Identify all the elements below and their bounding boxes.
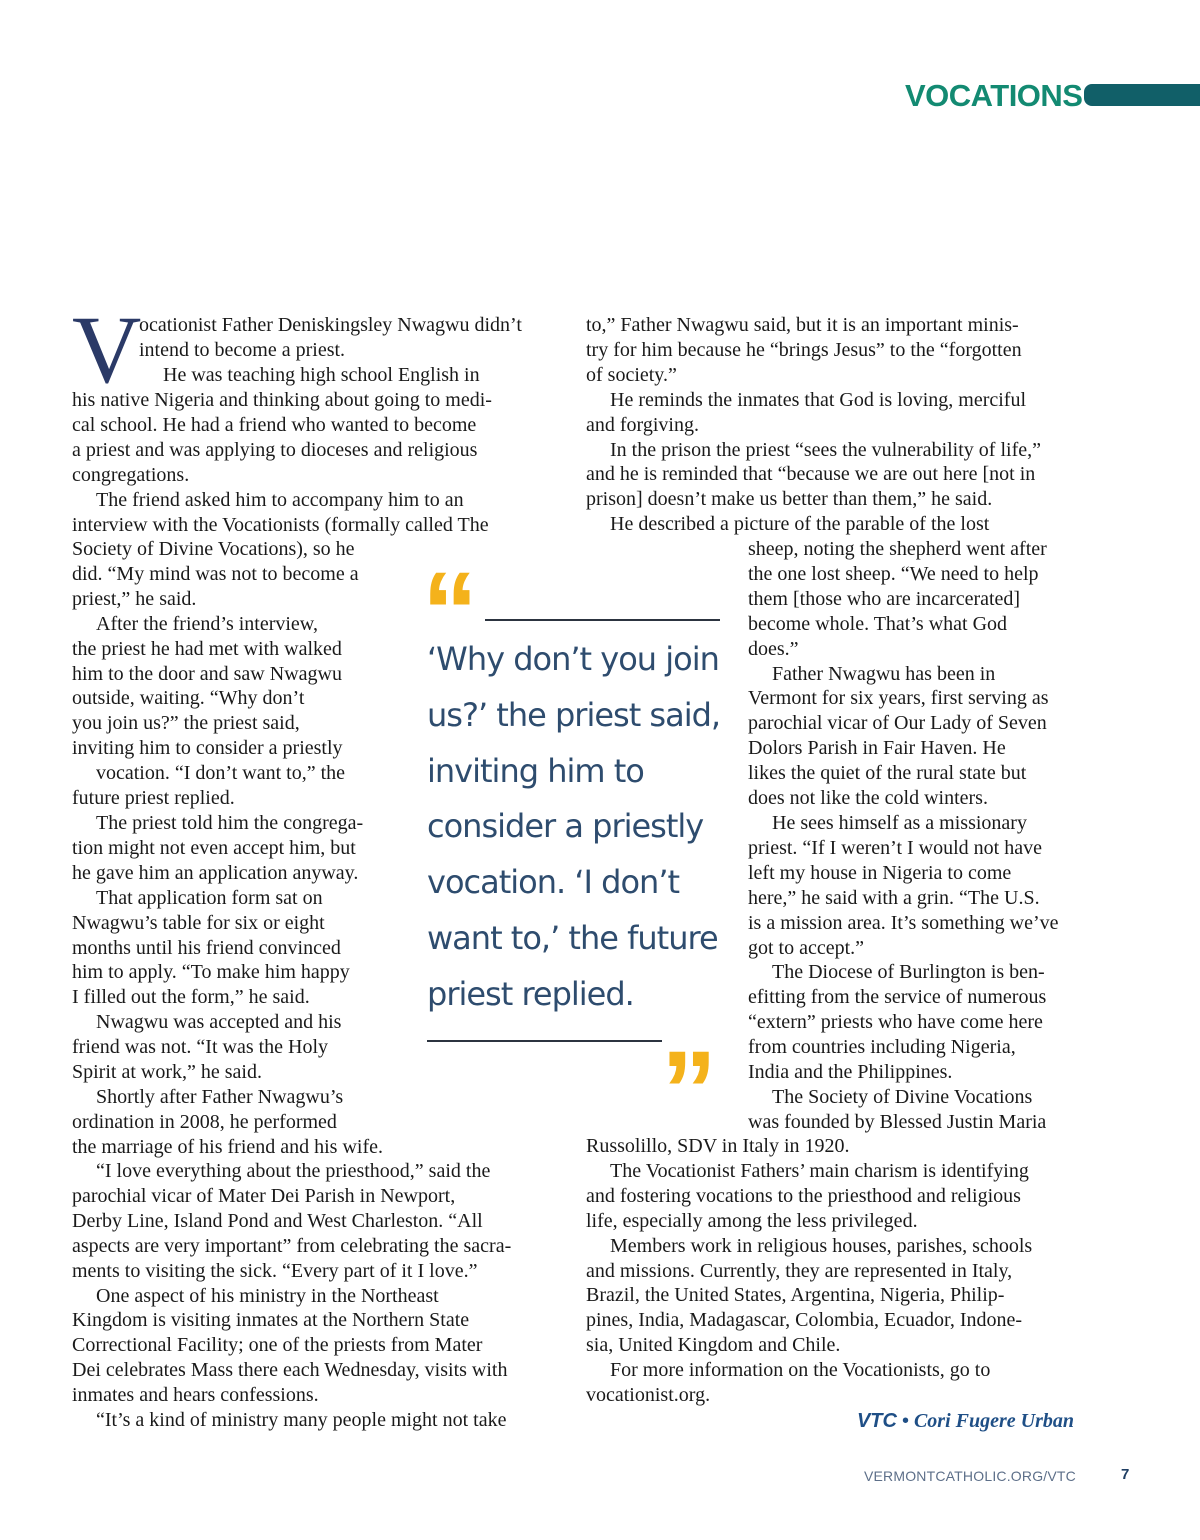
paragraph-line: and fostering vocations to the priesthood and religious: [586, 1184, 1021, 1207]
paragraph-line: For more information on the Vocationists, go to: [610, 1359, 991, 1382]
paragraph-line: The priest told him the congrega-: [96, 811, 364, 834]
paragraph-line: priest. “If I weren’t I would not have: [748, 836, 1042, 859]
paragraph-line: try for him because he “brings Jesus” to the “forgotten: [586, 338, 1022, 361]
paragraph-line: Nwagwu was accepted and his: [96, 1011, 342, 1034]
paragraph-line: “I love everything about the priesthood,” said the: [96, 1160, 491, 1182]
paragraph-line: the one lost sheep. “We need to help: [748, 562, 1039, 585]
paragraph-line: from countries including Nigeria,: [748, 1036, 1016, 1059]
paragraph-line: prison] doesn’t make us better than them,” he said.: [586, 488, 993, 511]
paragraph-line: He described a picture of the parable of the lost: [610, 513, 990, 536]
paragraph-line: of society.”: [586, 363, 677, 386]
byline-separator: •: [901, 1410, 909, 1432]
paragraph-line: parochial vicar of Our Lady of Seven: [748, 712, 1047, 735]
article-opening: [72, 313, 572, 388]
article-col1-a: [72, 388, 572, 537]
paragraph-line: He sees himself as a missionary: [772, 811, 1027, 834]
article-col1-b: [72, 537, 432, 1160]
paragraph-line: them [those who are incarcerated]: [748, 587, 1021, 610]
paragraph-line: Kingdom is visiting inmates at the Northern State: [72, 1309, 470, 1332]
paragraph-line: pines, India, Madagascar, Colombia, Ecuador, Indone-: [586, 1309, 1023, 1332]
paragraph-line: you join us?” the priest said,: [72, 712, 300, 735]
paragraph-line: Nwagwu’s table for six or eight: [72, 911, 325, 934]
paragraph-line: and he is reminded that “because we are out here [not in: [586, 463, 1036, 486]
paragraph-line: Vermont for six years, first serving as: [748, 687, 1049, 710]
paragraph-line: future priest replied.: [72, 787, 235, 810]
pull-quote-text: ‘Why don’t you join us?’ the priest said, inviting him to consider a priestly vocation. ‘I don’t want to,’ the future priest replied.: [427, 640, 721, 1013]
page-number: 7: [1121, 1466, 1130, 1483]
paragraph-line: Dei celebrates Mass there each Wednesday, visits with: [72, 1359, 508, 1382]
paragraph-line: That application form sat on: [96, 886, 323, 909]
paragraph-line: efitting from the service of numerous: [748, 986, 1047, 1009]
paragraph-line: Brazil, the United States, Argentina, Nigeria, Philip-: [586, 1284, 1005, 1307]
paragraph-line: vocation. “I don’t want to,” the: [96, 762, 346, 785]
paragraph-line: The Vocationist Fathers’ main charism is identifying: [610, 1159, 1029, 1182]
paragraph-line: Spirit at work,” he said.: [72, 1061, 262, 1084]
paragraph-line: his native Nigeria and thinking about going to medi-: [72, 389, 492, 411]
paragraph-line: friend was not. “It was the Holy: [72, 1036, 329, 1059]
paragraph-line: months until his friend convinced: [72, 936, 341, 959]
byline-author: Cori Fugere Urban: [913, 1410, 1074, 1432]
paragraph-line: tion might not even accept him, but: [72, 836, 356, 859]
paragraph-line: the marriage of his friend and his wife.: [72, 1135, 384, 1158]
quote-rule-top: [485, 619, 720, 621]
byline-org: VTC: [856, 1410, 897, 1432]
paragraph-line: Father Nwagwu has been in: [772, 662, 996, 685]
paragraph-line: does.”: [748, 637, 799, 660]
paragraph-line: was founded by Blessed Justin Maria: [748, 1110, 1047, 1133]
paragraph-line: India and the Philippines.: [748, 1061, 953, 1084]
article-col2-b: [748, 537, 1093, 1135]
paragraph-line: Correctional Facility; one of the priests from Mater: [72, 1334, 483, 1357]
paragraph-line: sheep, noting the shepherd went after: [748, 538, 1047, 560]
paragraph-line: priest,” he said.: [72, 587, 197, 610]
paragraph-line: The Society of Divine Vocations: [772, 1085, 1033, 1108]
paragraph-line: Dolors Parish in Fair Haven. He: [748, 737, 1006, 760]
paragraph-line: In the prison the priest “sees the vulnerability of life,”: [610, 438, 1041, 461]
footer-url[interactable]: VERMONTCATHOLIC.ORG/VTC: [863, 1468, 1076, 1484]
paragraph-line: ocationist Father Deniskingsley Nwagwu didn’t: [139, 314, 522, 336]
paragraph-line: outside, waiting. “Why don’t: [72, 687, 305, 710]
paragraph-line: aspects are very important” from celebrating the sacra-: [72, 1234, 512, 1257]
paragraph-line: left my house in Nigeria to come: [748, 861, 1012, 884]
paragraph-line: “It’s a kind of ministry many people might not take: [96, 1409, 507, 1432]
paragraph-line: is a mission area. It’s something we’ve: [748, 911, 1059, 934]
paragraph-line: The Diocese of Burlington is ben-: [772, 961, 1045, 984]
paragraph-line: ordination in 2008, he performed: [72, 1110, 337, 1133]
article-col1-c: [72, 1159, 572, 1433]
paragraph-line: parochial vicar of Mater Dei Parish in Newport,: [72, 1184, 456, 1207]
paragraph-line: the priest he had met with walked: [72, 637, 342, 660]
paragraph-line: Society of Divine Vocations), so he: [72, 538, 355, 560]
paragraph-line: here,” he said with a grin. “The U.S.: [748, 886, 1040, 909]
paragraph-line: vocationist.org.: [586, 1384, 711, 1407]
paragraph-line: The friend asked him to accompany him to an: [96, 488, 464, 511]
paragraph-line: interview with the Vocationists (formally called The: [72, 513, 489, 536]
byline: [857, 1409, 1074, 1433]
close-quote-icon: ”: [661, 1028, 717, 1153]
paragraph-line: ments to visiting the sick. “Every part of it I love.”: [72, 1259, 478, 1282]
paragraph-line: congregations.: [72, 463, 190, 486]
paragraph-line: he gave him an application anyway.: [72, 861, 359, 884]
quote-rule-bottom: [427, 1040, 662, 1042]
paragraph-line: life, especially among the less privileged.: [586, 1209, 918, 1232]
paragraph-line: him to the door and saw Nwagwu: [72, 662, 342, 685]
paragraph-line: “extern” priests who have come here: [748, 1011, 1043, 1034]
paragraph-line: One aspect of his ministry in the Northeast: [96, 1284, 439, 1307]
paragraph-line: cal school. He had a friend who wanted to become: [72, 413, 477, 436]
paragraph-line: likes the quiet of the rural state but: [748, 762, 1027, 785]
open-quote-icon: “: [422, 549, 478, 674]
paragraph-line: Members work in religious houses, parishes, schools: [610, 1234, 1033, 1257]
paragraph-line: sia, United Kingdom and Chile.: [586, 1334, 841, 1357]
section-title: VOCATIONS: [905, 78, 1083, 113]
drop-cap: V: [72, 296, 142, 403]
paragraph-line: Russolillo, SDV in Italy in 1920.: [586, 1135, 850, 1157]
paragraph-line: He was teaching high school English in: [163, 363, 480, 386]
paragraph-line: and forgiving.: [586, 413, 699, 436]
paragraph-line: inviting him to consider a priestly: [72, 737, 343, 760]
section-bar: [1084, 84, 1200, 106]
paragraph-line: to,” Father Nwagwu said, but it is an important minis-: [586, 314, 1019, 336]
article-col2-c: [586, 1134, 1086, 1408]
paragraph-line: him to apply. “To make him happy: [72, 961, 350, 984]
paragraph-line: Shortly after Father Nwagwu’s: [96, 1085, 344, 1108]
paragraph-line: Derby Line, Island Pond and West Charleston. “All: [72, 1209, 483, 1232]
paragraph-line: intend to become a priest.: [139, 338, 346, 361]
paragraph-line: After the friend’s interview,: [96, 612, 318, 635]
paragraph-line: did. “My mind was not to become a: [72, 562, 359, 585]
paragraph-line: inmates and hears confessions.: [72, 1384, 319, 1407]
article-col2-a: [586, 313, 1086, 537]
paragraph-line: He reminds the inmates that God is loving, merciful: [610, 388, 1027, 411]
paragraph-line: a priest and was applying to dioceses and religious: [72, 438, 478, 461]
paragraph-line: I filled out the form,” he said.: [72, 986, 310, 1009]
paragraph-line: and missions. Currently, they are represented in Italy,: [586, 1259, 1013, 1282]
paragraph-line: become whole. That’s what God: [748, 612, 1008, 635]
paragraph-line: got to accept.”: [748, 936, 865, 959]
paragraph-line: does not like the cold winters.: [748, 787, 988, 810]
